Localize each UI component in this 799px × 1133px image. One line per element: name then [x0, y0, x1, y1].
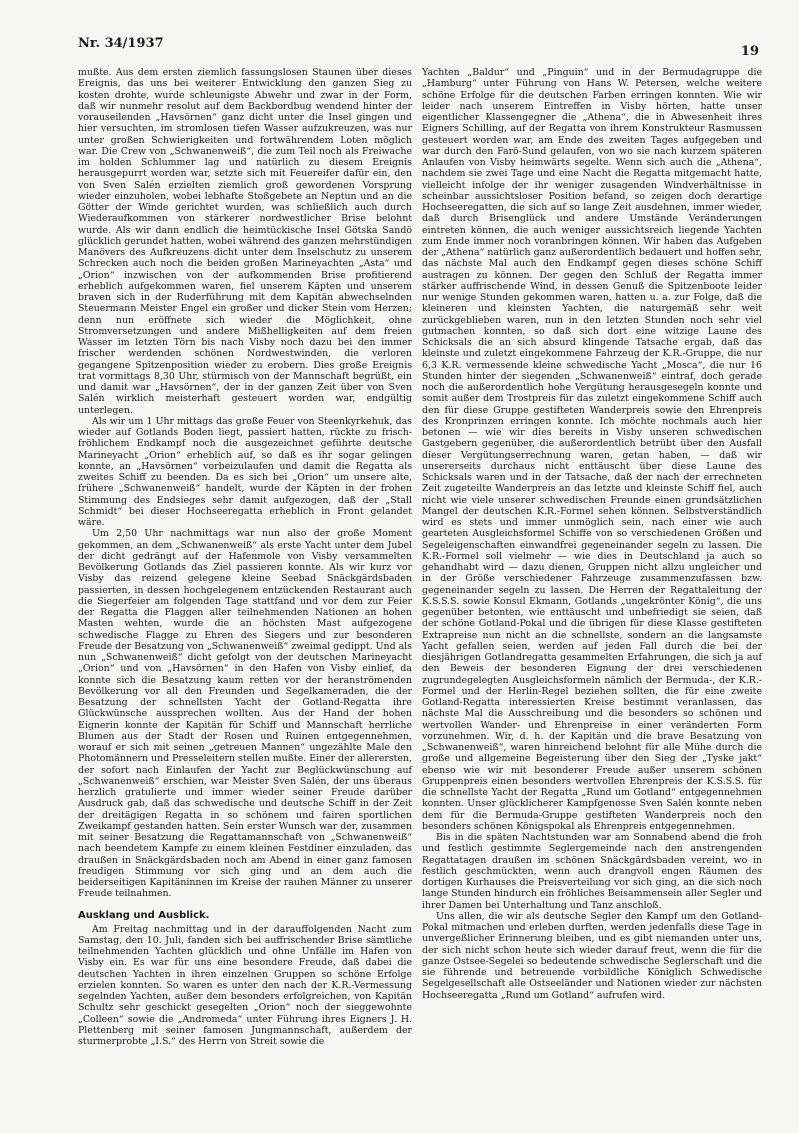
- paragraph: Yachten „Baldur“ und „Pinguin“ und in der Bermudagruppe die „Hamburg“ unter Führung von Hans W. Petersen, welche weitere schöne Erfolge für die deutschen Farben erringen konnten. Wie wir leider nach unserem Eintreffen in Visby hörten, hatte unser eigentlicher Klassengegner die „Athena“, die in Abwesenheit ihres Eigners Schilling, auf der Regatta von ihrem Konstrukteur Rasmussen gesteuert worden war, am Ende des zweiten Tages aufgegeben und war durch den Farö-Sund gelaufen, von wo sie nach kurzem späteren Anlaufen von Visby heimwärts segelte. Wenn sich auch die „Athena“, nachdem sie zwei Tage und eine Nacht die Regatta mitgemacht hatte, vielleicht infolge der ihr weniger zusagenden Windverhältnisse in scheinbar aussichtsloser Position befand, so zeigen doch derartige Hochseeregatten, die sich auf so lange Zeit ausdehnen, immer wieder, daß durch Brisenglück und andere Umstände Veränderungen eintreten können, die auch weniger aussichtsreich liegende Yachten zum Ende immer noch voranbringen können. Wir haben das Aufgeben der „Athena“ natürlich ganz außerordentlich bedauert und hoffen sehr, das nächste Mal auch den Endkampf gegen dieses schöne Schiff austragen zu können. Der gegen den Schluß der Regatta immer stärker auffrischende Wind, in dessen Genuß die Spitzenboote leider nur wenige Stunden gekommen waren, hatten u. a. zur Folge, daß die kleineren und kleinsten Yachten, die naturgemäß sehr weit zurückgeblieben waren, nun in den letzten Stunden noch sehr viel gutmachen konnten, so daß sich dort eine witzige Laune des Schicksals die an sich absurd klingende Tatsache ergab, daß das kleinste und zuletzt eingekommene Fahrzeug der K.R.-Gruppe, die nur 6,3 K.R. vermessende kleine schwedische Yacht „Mosca“, die nur 16 Stunden hinter der siegenden „Schwanenweiß“ eintraf, doch gerade noch die außerordentlich hohe Vergütung herausgesegeln konnte und somit außer dem Trostpreis für das zuletzt eingekommene Schiff auch den für diese Gruppe gestifteten Wanderpreis sowie den Ehrenpreis des Kronprinzen erringen konnte. Ich möchte nochmals auch hier betonen — wie wir dies bereits in Visby unseren schwedischen Gastgebern gegenüber, die außerordentlich betrübt über den Ausfall dieser Vergütungserrechnung waren, getan haben, — daß wir unsererseits durchaus nicht enttäuscht über diese Laune des Schicksals waren und in der Tatsache, daß der nach der errechneten Zeit zugeteilte Wanderpreis an das letzte und kleinste Schiff fiel, auch nicht wie viele unserer schwedischen Freunde einen grundsätzlichen Mangel der deutschen K.R.-Formel sehen können. Selbstverständlich wird es stets und immer unmöglich sein, nach einer wie auch gearteten Ausgleichsformel Schiffe von so verschiedenen Größen und Segeleigenschaften einwandfrei gegeneinander segeln zu lassen. Die K.R.-Formel soll vielmehr — wie dies in Deutschland ja auch so gehandhabt wird — dazu dienen, Gruppen nicht allzu ungleicher und in der Größe verschiedener Fahrzeuge zusammenzufassen bzw. gegeneinander segeln zu lassen. Die Herren der Regattaleitung der K.S.S.S. sowie Konsul Ekmann, Gotlands „ungekrönter König“, die uns gegenüber betonten, wie enttäuscht und unbefriedigt sie seien, daß der schöne Gotland-Pokal und die übrigen für diese Klasse gestifteten Extrapreise nun nicht an die schnellste, sondern an die langsamste Yacht gefallen seien, werden auf jeden Fall durch die bei der diesjährigen Gotlandregatta gesammelten Erfahrungen, die sich ja auf den Beweis der besonderen Eignung der drei verschiedenen zugrundegelegten Ausgleichsformeln nämlich der Bermuda-, der K.R.-Formel und der Herlin-Regel beziehen sollten, die für eine zweite Gotland-Regatta interessierten Kreise bestimmt veranlassen, das nächste Mal die Ausschreibung und die besonders so schönen und wertvollen Wander- und Ehrenpreise in einer veränderten Form vorzunehmen. Wir, d. h. der Kapitän und die brave Besatzung von „Schwanenweiß“, waren hinreichend belohnt für alle Mühe durch die große und allgemeine Begeisterung über den Sieg der „Tyske jakt“ ebenso wie wir mit besonderer Freude außer unserem schönen Gruppenpreis einen besonders wertvollen Ehrenpreis der K.S.S.S. für die schnellste Yacht der Regatta „Rund um Gotland“ entgegennehmen konnten. Unser glücklicherer Kampfgenosse Sven Salén konnte neben dem für die Bermuda-Gruppe gestifteten Wanderpreis noch den besonders schönen Königspokal als Ehrenpreis entgegennehmen.: [422, 67, 762, 832]
- issue-number: Nr. 34/1937: [78, 36, 164, 51]
- paragraph: Uns allen, die wir als deutsche Segler den Kampf um den Gotland-Pokal mitmachen und erleben durften, werden jedenfalls diese Tage in unvergeßlicher Erinnerung bleiben, und es gibt niemanden unter uns, der sich nicht schon heute sich wieder darauf freut, wenn die für die ganze Ostsee-Segelei so bedeutende schwedische Seglerschaft und die sie führende und betreuende vorbildliche Königlich Schwedische Segelgesellschaft alle Ostseeländer und Nationen wieder zur nächsten Hochseeregatta „Rund um Gotland“ aufrufen wird.: [422, 910, 762, 1001]
- paragraph: Um 2,50 Uhr nachmittags war nun also der große Moment gekommen, an dem „Schwanenweiß“ als erste Yacht unter dem Jubel der dicht gedrängt auf der Hafenmole von Visby versammelten Bevölkerung Gotlands das Ziel passieren konnte. Als wir kurz vor Visby das reizend gelegene kleine Seebad Snäckgärdsbaden passierten, in dessen hochgelegenem entzückenden Restaurant auch die Siegerfeier am folgenden Tage stattfand und vor dem zur Feier der Regatta die Flaggen aller teilnehmenden Nationen an hohen Masten wehten, wurde die an höchsten Mast aufgezogene schwedische Flagge zu Ehren des Siegers und zur besonderen Freude der Besatzung von „Schwanenweiß“ zweimal gedippt. Und als nun „Schwanenweiß“ dicht gefolgt von der deutschen Marineyacht „Orion“ und von „Havsörnen“ in den Hafen von Visby einlief, da konnte sich die Besatzung kaum retten vor der heranströmenden Bevölkerung vor all den Freunden und Segelkameraden, die der Besatzung der schnellsten Yacht der Gotland-Regatta ihre Glückwünsche aussprechen wollten. Aus der Hand der hohen Eignerin konnte der Kapitän für Schiff und Mannschaft herrliche Blumen aus der Stadt der Rosen und Ruinen entgegennehmen, worauf er sich mit seinen „getreuen Mannen“ ungezählte Male den Photomännern und Presseleitern stellen mußte. Einer der allerersten, der sofort nach Einlaufen der Yacht zur Beglückwünschung auf „Schwanenweiß“ erschien, war Meister Sven Salén, der uns überaus herzlich gratulierte und immer wieder seiner Freude darüber Ausdruck gab, daß das schwedische und deutsche Schiff in der Zeit der dreitägigen Regatta in so schönem und fairen sportlichen Zweikampf gestanden hatten. Sein erster Wunsch war der, zusammen mit seiner Besatzung die Regattamannschaft von „Schwanenweiß“ nach beendetem Kampfe zu einem kleinen Festdiner einzuladen, das draußen in Snäckgärdsbaden noch am Abend in einer ganz famosen freudigen Stimmung vor sich ging und an dem auch die beiderseitigen Kapitäninnen im Kreise der rauhen Männer zu unserer Freude teilnahmen.: [78, 528, 412, 900]
- section-heading: Ausklang und Ausblick.: [78, 909, 210, 921]
- page-header: [78, 36, 759, 58]
- left-column: [78, 67, 412, 1047]
- paragraph: Am Freitag nachmittag und in der darauffolgenden Nacht zum Samstag, den 10. Juli, fanden sich bei auffrischender Brise sämtliche teilnehmenden Yachten glücklich und ohne Unfälle im Hafen von Visby ein. Es war für uns eine besondere Freude, daß dabei die deutschen Yachten in ihren einzelnen Gruppen so schöne Erfolge erzielen konnten. So waren es unter den nach der K.R.-Vermessung segelnden Yachten, außer dem besonders erfolgreichen, von Kapitän Schultz sehr geschickt gesegelten „Orion“ noch der sieggewohnte „Colleen“ sowie die „Andromeda“ unter Führung ihres Eigners J. H. Plettenberg mit seiner famosen Jungmannschaft, außerdem der sturmerprobte „I.S.“ des Herrn von Streit sowie die: [78, 923, 412, 1047]
- right-column: [422, 67, 762, 1001]
- paragraph: Als wir um 1 Uhr mittags das große Feuer von Steenkyrkehuk, das wieder auf Gotlands Boden liegt, passiert hatten, rückte zu frisch-fröhlichem Endkampf noch die ausgezeichnet geführte deutsche Marineyacht „Orion“ erheblich auf, so daß es ihr sogar gelingen konnte, an „Havsörnen“ vorbeizulaufen und damit die Regatta als zweites Schiff zu beenden. Da es sich bei „Orion“ um unsere alte, frühere „Schwanenweiß“ handelt, wurde der Käpten in der frohen Stimmung des Endsieges sehr damit aufgezogen, daß der „Stall Schmidt“ bei dieser Hochseeregatta erheblich in Front gelandet wäre.: [78, 415, 412, 528]
- page-number: 19: [740, 44, 759, 59]
- paragraph: Bis in die späten Nachtstunden war am Sonnabend abend die froh und festlich gestimmte Seglergemeinde nach den anstrengenden Regattatagen draußen im schönen Snäckgärdsbaden vereint, wo in festlich geschmückten, wenn auch drangvoll engen Räumen des dortigen Kurhauses die Preisverteilung vor sich ging, an die sich noch lange Stunden hindurch ein fröhliches Beisammensein aller Segler und ihrer Damen bei Unterhaltung und Tanz anschloß.: [422, 832, 762, 911]
- paragraph: mußte. Aus dem ersten ziemlich fassungslosen Staunen über dieses Ereignis, das uns bei weiterer Entwicklung den ganzen Sieg zu kosten drohte, wurde schleunigste Abwehr und zwar in der Form, daß wir nunmehr resolut auf dem Backbordbug wendend hinter der vorauseilenden „Havsörnen“ ganz dicht unter die Insel gingen und hier versuchten, im stromlosen tiefen Wasser aufzukreuzen, was nur unter großen Schwierigkeiten und fortwährendem Loten möglich war. Die Crew von „Schwanenweiß“, die zum Teil noch als Freiwache im holden Schlummer lag und natürlich zu diesem Ereignis herausgepurrt worden war, setzte sich mit Feuereifer dafür ein, den von Sven Salén erzielten ziemlich groß gewordenen Vorsprung wieder einzuholen, wobei lebhafte Stoßgebete an Neptun und an die Götter der Winde gerichtet wurden, was schließlich auch durch Wiederaufkommen von stärkerer nordwestlicher Brise belohnt wurde. Als wir dann endlich die heimtückische Insel Götska Sandö glücklich gerundet hatten, wobei während des ganzen mehrstündigen Manövers des Aufkreuzens dicht unter dem Inselschutz zu unserem Schrecken auch noch die beiden großen Marineyachten „Asta“ und „Orion“ inzwischen von der aufkommenden Brise profitierend erheblich aufgekommen waren, fiel unserem Käpten und unserem braven sich in der Ruderführung mit dem Kapitän abwechselnden Steuermann Meister Engel ein großer und dicker Stein vom Herzen; denn nun eröffnete sich wieder die Möglichkeit, ohne Stromversetzungen und andere Mißhelligkeiten auf dem freien Wasser im letzten Törn bis nach Visby noch dazu bei den immer frischer werdenden schönen Nordwestwinden, die verloren gegangene Spitzenposition wieder zu erobern. Dies große Ereignis trat vormittags 8,30 Uhr, stürmisch von der Mannschaft begrüßt, ein und damit war „Havsörnen“, der in der ganzen Zeit über von Sven Salén wirklich meisterhaft gesteuert worden war, endgültig unterlegen.: [78, 67, 412, 416]
